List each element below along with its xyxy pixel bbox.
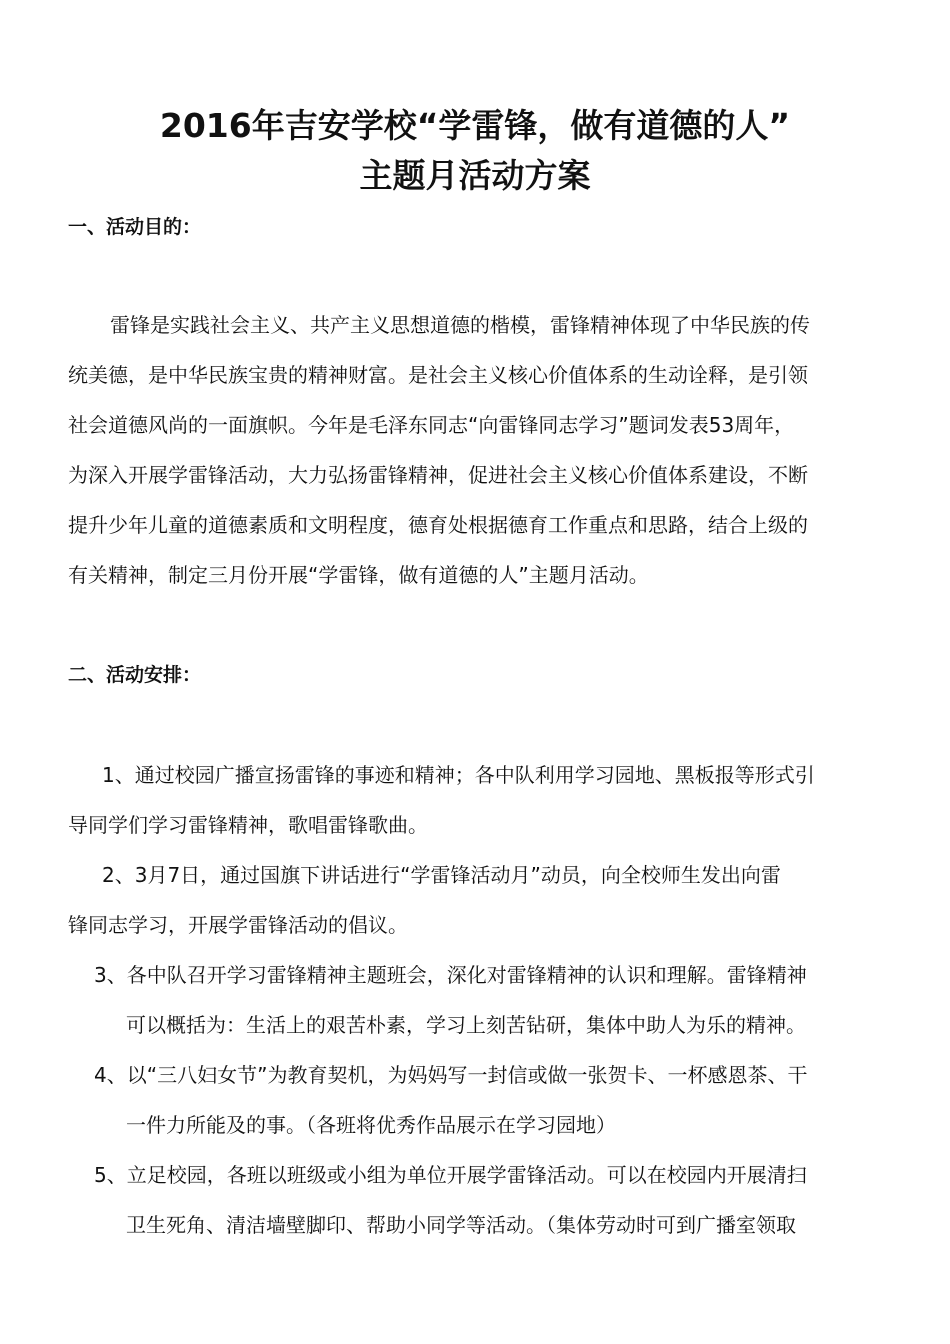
document-title-line-2: 主题月活动方案 xyxy=(359,156,591,195)
purpose-paragraph xyxy=(68,300,888,600)
paragraph-line: 社会道德风尚的一面旗帜。今年是毛泽东同志“向雷锋同志学习”题词发表53周年， xyxy=(68,413,795,437)
paragraph-line: 统美德，是中华民族宝贵的精神财富。是社会主义核心价值体系的生动诠释，是引领 xyxy=(68,363,808,387)
section-heading-arrangement: 二、活动安排： xyxy=(68,664,202,686)
arrangement-item-1 xyxy=(68,750,888,850)
item-line: 可以概括为：生活上的艰苦朴素，学习上刻苦钻研，集体中助人为乐的精神。 xyxy=(126,1013,806,1037)
arrangement-item-4 xyxy=(68,1050,888,1150)
item-line: 5、立足校园，各班以班级或小组为单位开展学雷锋活动。可以在校园内开展清扫 xyxy=(94,1163,807,1187)
paragraph-line: 有关精神，制定三月份开展“学雷锋，做有道德的人”主题月活动。 xyxy=(68,563,649,587)
paragraph-line: 为深入开展学雷锋活动，大力弘扬雷锋精神，促进社会主义核心价值体系建设，不断 xyxy=(68,463,808,487)
item-line: 导同学们学习雷锋精神，歌唱雷锋歌曲。 xyxy=(68,813,428,837)
arrangement-item-3 xyxy=(68,950,888,1050)
item-line: 1、通过校园广播宣扬雷锋的事迹和精神；各中队利用学习园地、黑板报等形式引 xyxy=(102,763,815,787)
paragraph-line: 雷锋是实践社会主义、共产主义思想道德的楷模，雷锋精神体现了中华民族的传 xyxy=(110,313,810,337)
item-line: 4、以“三八妇女节”为教育契机，为妈妈写一封信或做一张贺卡、一杯感恩茶、干 xyxy=(94,1063,808,1087)
arrangement-item-5 xyxy=(68,1150,888,1250)
arrangement-item-2 xyxy=(68,850,888,950)
paragraph-line: 提升少年儿童的道德素质和文明程度，德育处根据德育工作重点和思路，结合上级的 xyxy=(68,513,808,537)
item-line: 锋同志学习，开展学雷锋活动的倡议。 xyxy=(68,913,408,937)
section-heading-purpose: 一、活动目的： xyxy=(68,216,202,238)
item-line: 一件力所能及的事。（各班将优秀作品展示在学习园地） xyxy=(126,1113,616,1137)
item-line: 2、3月7日，通过国旗下讲话进行“学雷锋活动月”动员，向全校师生发出向雷 xyxy=(102,863,781,887)
item-line: 3、各中队召开学习雷锋精神主题班会，深化对雷锋精神的认识和理解。雷锋精神 xyxy=(94,963,807,987)
document-title-line-1: 2016年吉安学校“学雷锋，做有道德的人” xyxy=(159,106,791,145)
item-line: 卫生死角、清洁墙壁脚印、帮助小同学等活动。（集体劳动时可到广播室领取 xyxy=(126,1213,796,1237)
